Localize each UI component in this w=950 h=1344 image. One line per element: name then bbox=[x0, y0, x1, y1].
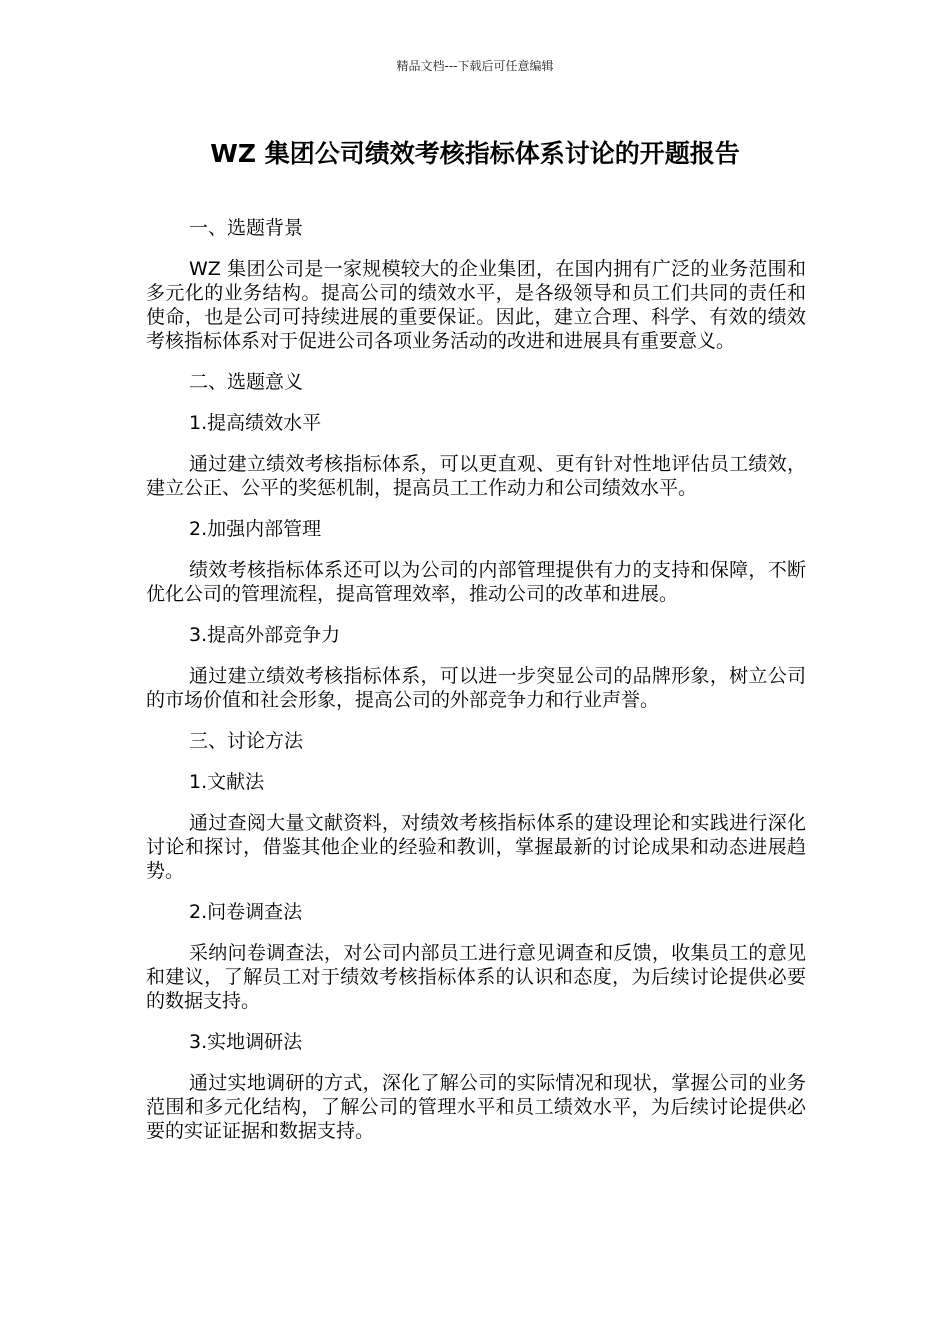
paragraph-performance: 通过建立绩效考核指标体系，可以更直观、更有针对性地评估员工绩效，建立公正、公平的奖惩机制，提高员工工作动力和公司绩效水平。 bbox=[146, 453, 806, 499]
subheading-survey: 2.问卷调查法 bbox=[189, 901, 303, 923]
subheading-management: 2.加强内部管理 bbox=[189, 518, 322, 540]
subheading-literature: 1.文献法 bbox=[189, 771, 265, 793]
section-heading-methods: 三、讨论方法 bbox=[189, 730, 304, 752]
header-note: 精品文档---下载后可任意编辑 bbox=[396, 59, 554, 73]
document-title: WZ 集团公司绩效考核指标体系讨论的开题报告 bbox=[210, 139, 740, 168]
subheading-fieldwork: 3.实地调研法 bbox=[189, 1031, 303, 1053]
subheading-performance: 1.提高绩效水平 bbox=[189, 412, 322, 434]
paragraph-survey: 采纳问卷调查法，对公司内部员工进行意见调查和反馈，收集员工的意见和建议，了解员工对于绩效考核指标体系的认识和态度，为后续讨论提供必要的数据支持。 bbox=[146, 942, 806, 1012]
section-heading-background: 一、选题背景 bbox=[189, 217, 304, 239]
paragraph-fieldwork: 通过实地调研的方式，深化了解公司的实际情况和现状，掌握公司的业务范围和多元化结构，了解公司的管理水平和员工绩效水平，为后续讨论提供必要的实证证据和数据支持。 bbox=[146, 1072, 806, 1142]
paragraph-literature: 通过查阅大量文献资料，对绩效考核指标体系的建设理论和实践进行深化讨论和探讨，借鉴其他企业的经验和教训，掌握最新的讨论成果和动态进展趋势。 bbox=[146, 812, 806, 882]
paragraph-competitiveness: 通过建立绩效考核指标体系，可以进一步突显公司的品牌形象，树立公司的市场价值和社会形象，提高公司的外部竞争力和行业声誉。 bbox=[146, 665, 806, 711]
section-heading-significance: 二、选题意义 bbox=[189, 371, 304, 393]
subheading-competitiveness: 3.提高外部竞争力 bbox=[189, 624, 341, 646]
paragraph-background: WZ 集团公司是一家规模较大的企业集团，在国内拥有广泛的业务范围和多元化的业务结构。提高公司的绩效水平，是各级领导和员工们共同的责任和使命，也是公司可持续进展的重要保证。因此，建立合理、科学、有效的绩效考核指标体系对于促进公司各项业务活动的改进和进展具有重要意义。 bbox=[146, 258, 806, 352]
document-body bbox=[146, 216, 806, 1160]
paragraph-management: 绩效考核指标体系还可以为公司的内部管理提供有力的支持和保障，不断优化公司的管理流程，提高管理效率，推动公司的改革和进展。 bbox=[146, 559, 806, 605]
